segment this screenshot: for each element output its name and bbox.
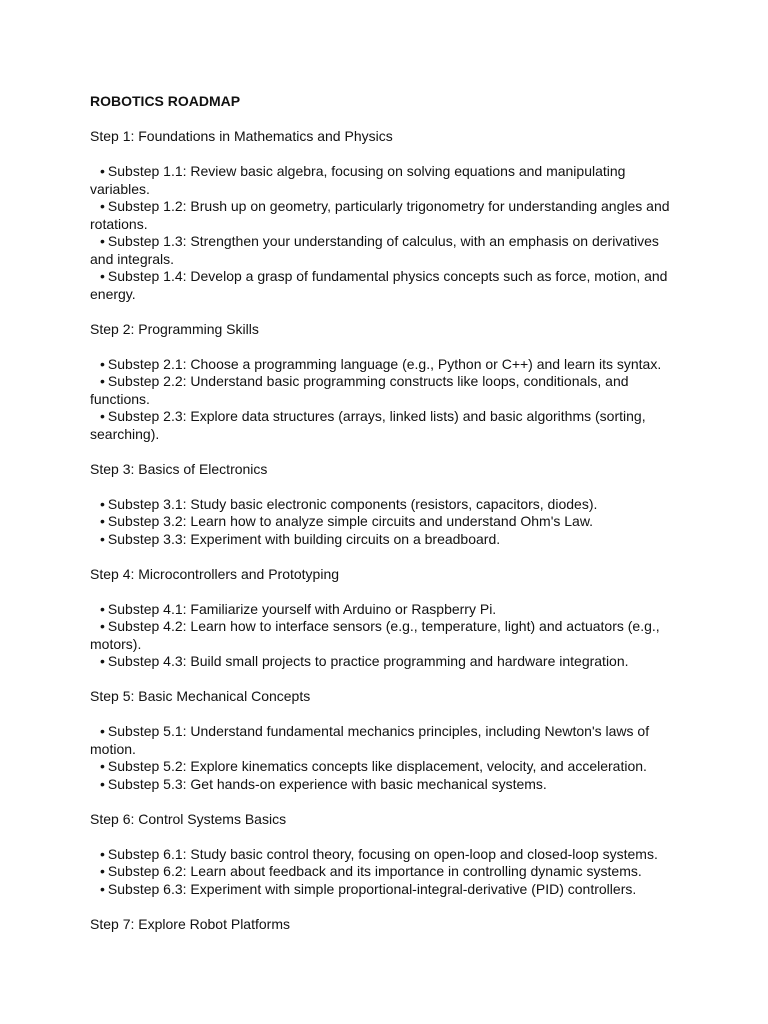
substep-item: [90, 776, 676, 794]
bullet-icon: •: [100, 198, 105, 214]
substep-item: [90, 513, 676, 531]
substep-text: Substep 6.2: Learn about feedback and its importance in controlling dynamic systems.: [107, 863, 642, 879]
steps-container: [90, 128, 676, 933]
bullet-icon: •: [100, 880, 105, 897]
bullet-icon: •: [100, 758, 105, 774]
substep-text: Substep 4.2: Learn how to interface sensors (e.g., temperature, light) and actuators (e.g., motors).: [90, 618, 660, 652]
step-heading: Step 6: Control Systems Basics: [90, 810, 287, 827]
substep-item: [90, 758, 676, 776]
document-title: ROBOTICS ROADMAP: [90, 93, 241, 109]
step-heading: Step 2: Programming Skills: [90, 320, 259, 337]
substep-item: [90, 373, 676, 408]
substep-list: [90, 356, 676, 444]
bullet-icon: •: [100, 653, 105, 669]
substep-item: [90, 653, 676, 671]
substep-list: [90, 496, 676, 549]
substep-item: [90, 846, 676, 864]
bullet-icon: •: [100, 268, 105, 284]
bullet-icon: •: [100, 373, 105, 389]
substep-text: Substep 5.2: Explore kinematics concepts like displacement, velocity, and acceleration.: [107, 758, 647, 774]
substep-text: Substep 4.1: Familiarize yourself with Arduino or Raspberry Pi.: [107, 600, 497, 617]
substep-text: Substep 2.1: Choose a programming language (e.g., Python or C++) and learn its syntax.: [107, 355, 662, 372]
step-section: [90, 811, 676, 899]
bullet-icon: •: [100, 775, 105, 792]
substep-item: [90, 408, 676, 443]
substep-text: Substep 6.3: Experiment with simple proportional-integral-derivative (PID) controllers.: [107, 880, 637, 897]
step-heading: Step 4: Microcontrollers and Prototyping: [90, 565, 340, 582]
substep-list: [90, 163, 676, 303]
step-section: [90, 688, 676, 793]
substep-text: Substep 4.3: Build small projects to practice programming and hardware integration.: [107, 653, 629, 669]
substep-text: Substep 2.2: Understand basic programming constructs like loops, conditionals, and functions.: [90, 373, 629, 407]
substep-item: [90, 233, 676, 268]
substep-text: Substep 3.2: Learn how to analyze simple circuits and understand Ohm's Law.: [107, 513, 594, 529]
step-heading: Step 1: Foundations in Mathematics and Physics: [90, 128, 393, 144]
substep-item: [90, 268, 676, 303]
step-heading: Step 3: Basics of Electronics: [90, 460, 268, 477]
bullet-icon: •: [100, 600, 105, 617]
substep-text: Substep 3.1: Study basic electronic components (resistors, capacitors, diodes).: [107, 495, 598, 512]
substep-item: [90, 601, 676, 619]
step-section: [90, 128, 676, 303]
document-page: [90, 93, 676, 951]
bullet-icon: •: [100, 233, 105, 249]
bullet-icon: •: [100, 618, 105, 634]
substep-item: [90, 496, 676, 514]
substep-item: [90, 163, 676, 198]
step-section: [90, 321, 676, 444]
substep-text: Substep 3.3: Experiment with building circuits on a breadboard.: [107, 530, 501, 547]
substep-item: [90, 531, 676, 549]
substep-item: [90, 618, 676, 653]
bullet-icon: •: [100, 513, 105, 529]
substep-item: [90, 881, 676, 899]
substep-text: Substep 6.1: Study basic control theory, focusing on open-loop and closed-loop systems.: [107, 845, 658, 862]
substep-text: Substep 5.3: Get hands-on experience with basic mechanical systems.: [107, 775, 547, 792]
step-section: [90, 566, 676, 671]
substep-item: [90, 356, 676, 374]
substep-list: [90, 723, 676, 793]
bullet-icon: •: [100, 495, 105, 512]
substep-item: [90, 723, 676, 758]
substep-list: [90, 601, 676, 671]
substep-text: Substep 5.1: Understand fundamental mechanics principles, including Newton's laws of motion.: [90, 723, 650, 757]
step-heading: Step 5: Basic Mechanical Concepts: [90, 688, 311, 704]
substep-text: Substep 2.3: Explore data structures (arrays, linked lists) and basic algorithms (sorting, searching).: [90, 408, 646, 442]
step-section: [90, 916, 676, 934]
bullet-icon: •: [100, 723, 105, 739]
substep-item: [90, 198, 676, 233]
bullet-icon: •: [100, 408, 105, 424]
bullet-icon: •: [100, 355, 105, 372]
step-section: [90, 461, 676, 549]
substep-list: [90, 846, 676, 899]
substep-text: Substep 1.4: Develop a grasp of fundamental physics concepts such as force, motion, and energy.: [90, 268, 668, 302]
bullet-icon: •: [100, 845, 105, 862]
bullet-icon: •: [100, 863, 105, 879]
bullet-icon: •: [100, 163, 105, 179]
substep-text: Substep 1.1: Review basic algebra, focusing on solving equations and manipulating variables.: [90, 163, 626, 197]
bullet-icon: •: [100, 530, 105, 547]
substep-text: Substep 1.2: Brush up on geometry, particularly trigonometry for understanding angles and rotations.: [90, 198, 670, 232]
substep-item: [90, 863, 676, 881]
substep-text: Substep 1.3: Strengthen your understanding of calculus, with an emphasis on derivatives and integrals.: [90, 233, 659, 267]
step-heading: Step 7: Explore Robot Platforms: [90, 915, 290, 932]
